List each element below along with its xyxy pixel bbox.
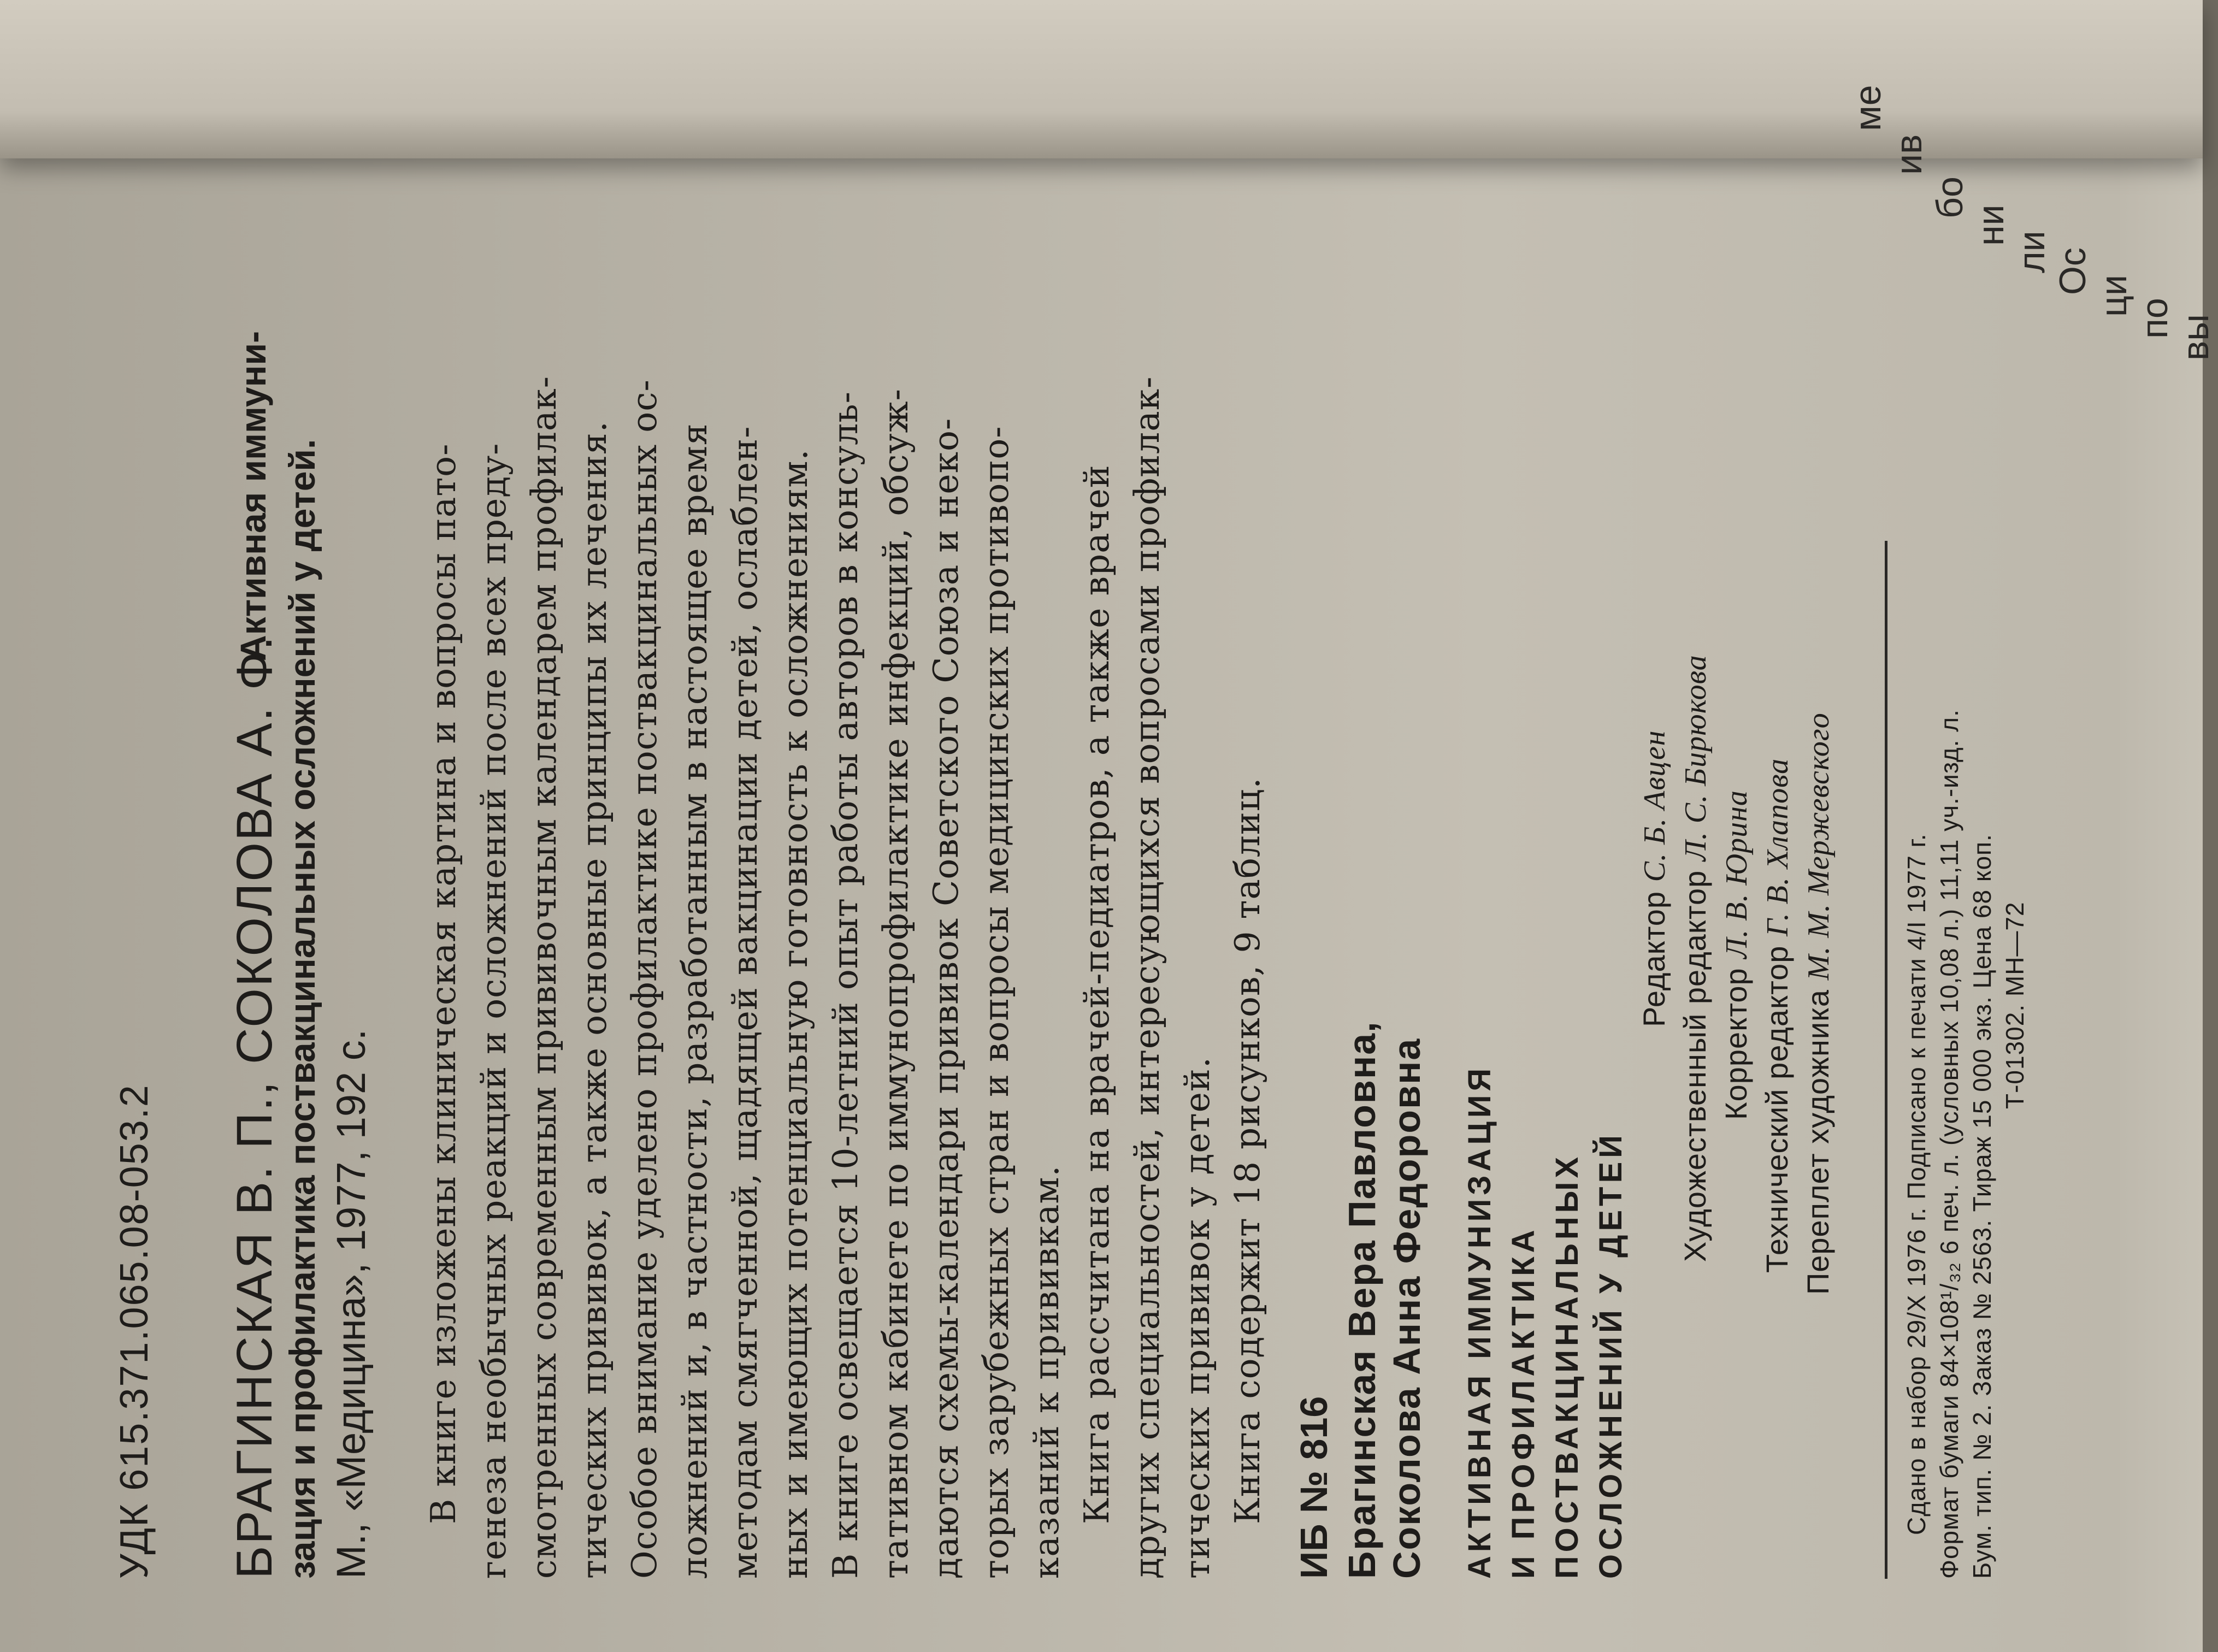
credit-role: Редактор	[1637, 890, 1671, 1027]
text-fragment: ци	[2093, 275, 2134, 317]
text-fragment: ли	[2011, 231, 2052, 273]
text-fragment: по	[2134, 298, 2175, 339]
abstract-line: казаний к прививкам.	[1027, 1165, 1066, 1579]
caps-title-line: АКТИВНАЯ ИММУНИЗАЦИЯ	[1462, 1064, 1497, 1579]
text-fragment: ив	[1888, 134, 1930, 175]
credit-name: Л. С. Бирюкова	[1679, 654, 1713, 862]
abstract-line: даются схемы-календари прививок Советского Союза и неко-	[926, 417, 966, 1579]
abstract-line: тических прививок, а также основные принципы их лечения.	[574, 421, 614, 1579]
abstract-line: В книге освещается 10-летний опыт работы авторов в консуль-	[825, 391, 865, 1579]
abstract-line: методам смягченной, щадящей вакцинации детей, ослаблен-	[725, 426, 765, 1579]
credit-role: Переплет художника	[1801, 989, 1835, 1295]
credit-line	[1639, 730, 1670, 1027]
abstract-line: Книга содержит 18 рисунков, 9 таблиц.	[1228, 777, 1267, 1524]
caps-title-line: И ПРОФИЛАКТИКА	[1506, 1226, 1541, 1579]
abstract-line: торых зарубежных стран и вопросы медицинских противопо-	[976, 426, 1016, 1579]
caps-title-line: ПОСТВАКЦИНАЛЬНЫХ	[1549, 1153, 1585, 1579]
imprint-line: Формат бумаги 84×108¹/₃₂ 6 печ. л. (условных 10,08 л.) 11,11 уч.-изд. л.	[1935, 709, 1963, 1579]
title-line-1: Активная иммуни-	[233, 331, 273, 661]
text-fragment: вы	[2175, 314, 2216, 361]
credit-name: М. М. Мержевского	[1802, 712, 1836, 981]
credit-role: Корректор	[1719, 967, 1753, 1120]
authors-header: БРАГИНСКАЯ В. П., СОКОЛОВА А. Ф.	[227, 634, 282, 1579]
credit-line	[1721, 790, 1752, 1120]
text-fragment: ни	[1970, 204, 2011, 246]
abstract-line: смотренных современным прививочным календарем профилак-	[524, 375, 564, 1579]
abstract-line: генеза необычных реакций и осложнений после всех преду-	[474, 442, 514, 1579]
credit-name: С. Б. Авцен	[1638, 730, 1672, 882]
abstract-line: Особое внимание уделено профилактике поствакцинальных ос-	[624, 379, 664, 1579]
imprint-line: Т-01302. МН—72	[2001, 901, 2029, 1109]
credit-line	[1803, 712, 1834, 1295]
author-name: Брагинская Вера Павловна,	[1341, 1020, 1383, 1579]
abstract-line: Книга рассчитана на врачей-педиатров, а также врачей	[1077, 464, 1117, 1524]
book-imprint-page	[66, 115, 2032, 1601]
text-fragment: бо	[1929, 176, 1971, 219]
text-fragment: ме	[1847, 85, 1889, 131]
credit-role: Художественный редактор	[1678, 870, 1712, 1262]
publication-info: М., «Медицина», 1977, 192 с.	[328, 1029, 374, 1579]
credit-role: Технический редактор	[1760, 945, 1794, 1273]
imprint-line: Бум. тип. № 2. Заказ № 2563. Тираж 15 000 экз. Цена 68 коп.	[1968, 834, 1996, 1579]
imprint-line: Сдано в набор 29/X 1976 г. Подписано к печати 4/I 1977 г.	[1902, 833, 1931, 1535]
abstract-line: других специальностей, интересующихся вопросами профилак-	[1127, 376, 1167, 1579]
abstract-line: В книге изложены клиническая картина и вопросы пато-	[423, 443, 463, 1524]
udk-code: УДК 615.371.065.08-053.2	[113, 1084, 156, 1579]
credit-line	[1762, 758, 1793, 1273]
title-line-2: зация и профилактика поствакцинальных осложнений у детей.	[282, 439, 322, 1579]
credit-name: Л. В. Юрина	[1720, 790, 1754, 959]
credit-name: Г. В. Хлапова	[1761, 758, 1795, 936]
ib-number: ИБ № 816	[1293, 1396, 1335, 1579]
abstract-line: тических прививок у детей.	[1177, 1057, 1217, 1579]
abstract-line: ложнений и, в частности, разработанным в настоящее время	[675, 423, 715, 1579]
author-name: Соколова Анна Федоровна	[1385, 1037, 1428, 1579]
text-fragment: Ос	[2052, 247, 2093, 295]
abstract-line: тативном кабинете по иммунопрофилактике инфекций, обсуж-	[876, 388, 916, 1579]
caps-title-line: ОСЛОЖНЕНИЙ У ДЕТЕЙ	[1593, 1131, 1629, 1579]
credit-line	[1680, 654, 1711, 1262]
abstract-line: ных и имеющих потенциальную готовность к осложнениям.	[775, 449, 815, 1579]
opposite-page-text	[1836, 0, 2218, 983]
